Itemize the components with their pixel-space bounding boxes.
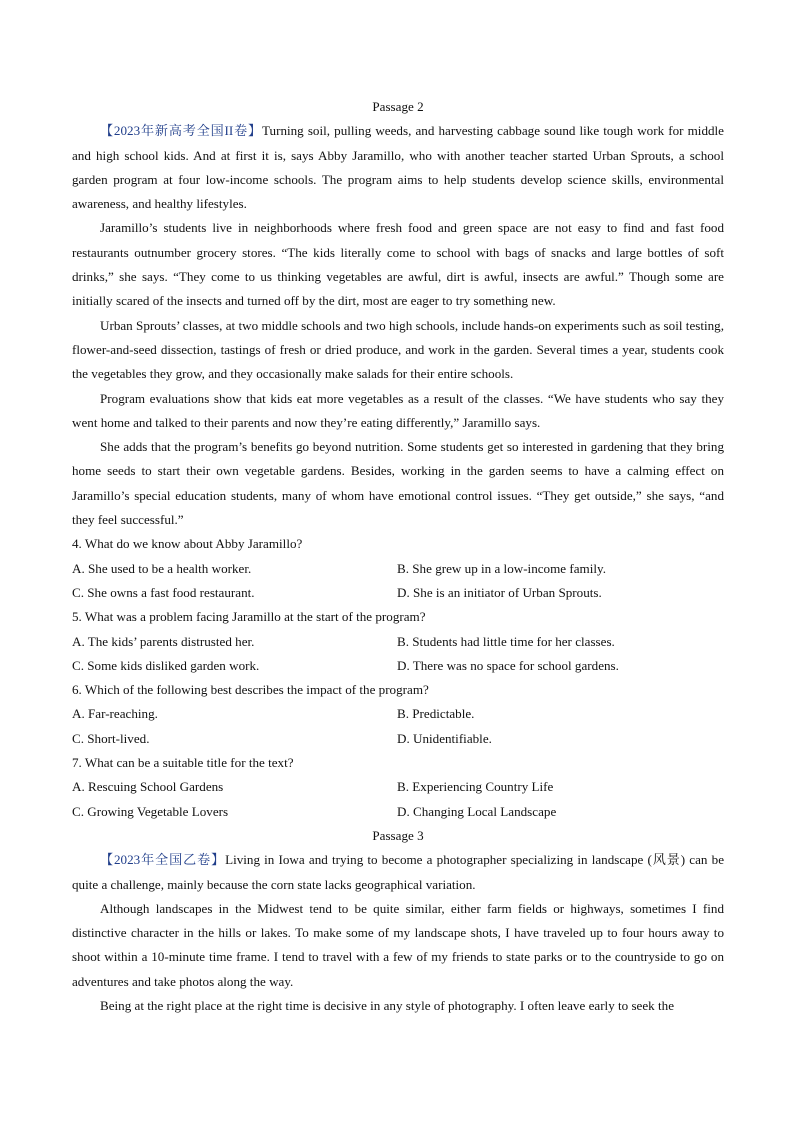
option-d: D. She is an initiator of Urban Sprouts. (397, 584, 602, 600)
question-stem: 6. Which of the following best describes the impact of the program? (72, 682, 429, 698)
option-a: A. She used to be a health worker. (72, 560, 252, 576)
question-stem: 7. What can be a suitable title for the text? (72, 755, 294, 771)
passage-2-title: Passage 2 (372, 99, 424, 114)
option-d: D. Unidentifiable. (397, 730, 492, 746)
option-b: B. Experiencing Country Life (397, 779, 554, 795)
question-stem: 4. What do we know about Abby Jaramillo? (72, 536, 303, 552)
paragraph-text: Turning soil, pulling weeds, and harvesting cabbage sound like tough work for middle and high school kids. And at first it is, says Abby Jaramillo, who with another teacher started Urban Sprouts, a school garden program at four low-income schools. The program aims to help students develop science skills, environmental awareness, and healthy lifestyles. (72, 123, 724, 212)
passage-3-paragraph: Being at the right place at the right time is decisive in any style of photography. I often leave early to seek the (100, 997, 675, 1013)
passage-3-paragraph: Although landscapes in the Midwest tend to be quite similar, either farm fields or highways, sometimes I find distinctive character in the hills or lakes. To make some of my landscape shots, I have traveled up to four hours away to shoot within a 10-minute time frame. I tend to travel with a few of my friends to state parks or to the countryside to go on adventures and take photos along the way. (72, 900, 724, 989)
option-b: B. Predictable. (397, 706, 475, 722)
option-c: C. Some kids disliked garden work. (72, 657, 260, 673)
passage-2-paragraph: Jaramillo’s students live in neighborhoods where fresh food and green space are not easy to find and fast food restaurants outnumber grocery stores. “The kids literally come to school with bags of snacks and large bottles of soft drinks,” she says. “They come to us thinking vegetables are awful, dirt is awful, insects are awful.” Though some are initially scared of the insects and turned off by the dirt, most are eager to try something new. (72, 220, 724, 309)
option-b: B. She grew up in a low-income family. (397, 560, 606, 576)
passage-3-paragraph (72, 848, 724, 897)
option-b: B. Students had little time for her classes. (397, 633, 615, 649)
document-content (72, 95, 724, 1018)
passage-2-paragraph (72, 119, 724, 216)
passage-3-title: Passage 3 (372, 827, 424, 843)
option-d: D. Changing Local Landscape (397, 803, 557, 819)
option-a: A. Rescuing School Gardens (72, 779, 224, 795)
source-tag: 【2023年新高考全国II卷】 (100, 123, 262, 139)
question-options (72, 557, 724, 606)
question-options (72, 630, 724, 679)
question-options (72, 702, 724, 751)
source-tag: 【2023年全国乙卷】 (100, 852, 226, 868)
paragraph-text: Living in Iowa and trying to become a photographer specializing in landscape (风景) can be quite a challenge, mainly because the corn state lacks geographical variation. (72, 852, 725, 892)
option-a: A. Far-reaching. (72, 706, 158, 722)
option-c: C. She owns a fast food restaurant. (72, 584, 255, 600)
question-options (72, 775, 724, 824)
option-d: D. There was no space for school gardens. (397, 657, 619, 673)
passage-2-paragraph: Program evaluations show that kids eat more vegetables as a result of the classes. “We have students who say they went home and talked to their parents and now they’re eating differently,” Jaramillo says. (72, 390, 724, 430)
option-c: C. Short-lived. (72, 730, 150, 746)
option-a: A. The kids’ parents distrusted her. (72, 633, 255, 649)
passage-2-paragraph: She adds that the program’s benefits go beyond nutrition. Some students get so interested in gardening that they bring home seeds to start their own vegetable gardens. Besides, working in the garden seems to have a calming effect on Jaramillo’s special education students, many of whom have emotional control issues. “They get outside,” she says, “and they feel successful.” (72, 439, 724, 528)
passage-2-paragraph: Urban Sprouts’ classes, at two middle schools and two high schools, include hands-on experiments such as soil testing, flower-and-seed dissection, tastings of fresh or dried produce, and work in the garden. Several times a year, students cook the vegetables they grow, and they occasionally make salads for their entire schools. (72, 317, 724, 382)
option-c: C. Growing Vegetable Lovers (72, 803, 229, 819)
question-stem: 5. What was a problem facing Jaramillo at the start of the program? (72, 609, 426, 625)
